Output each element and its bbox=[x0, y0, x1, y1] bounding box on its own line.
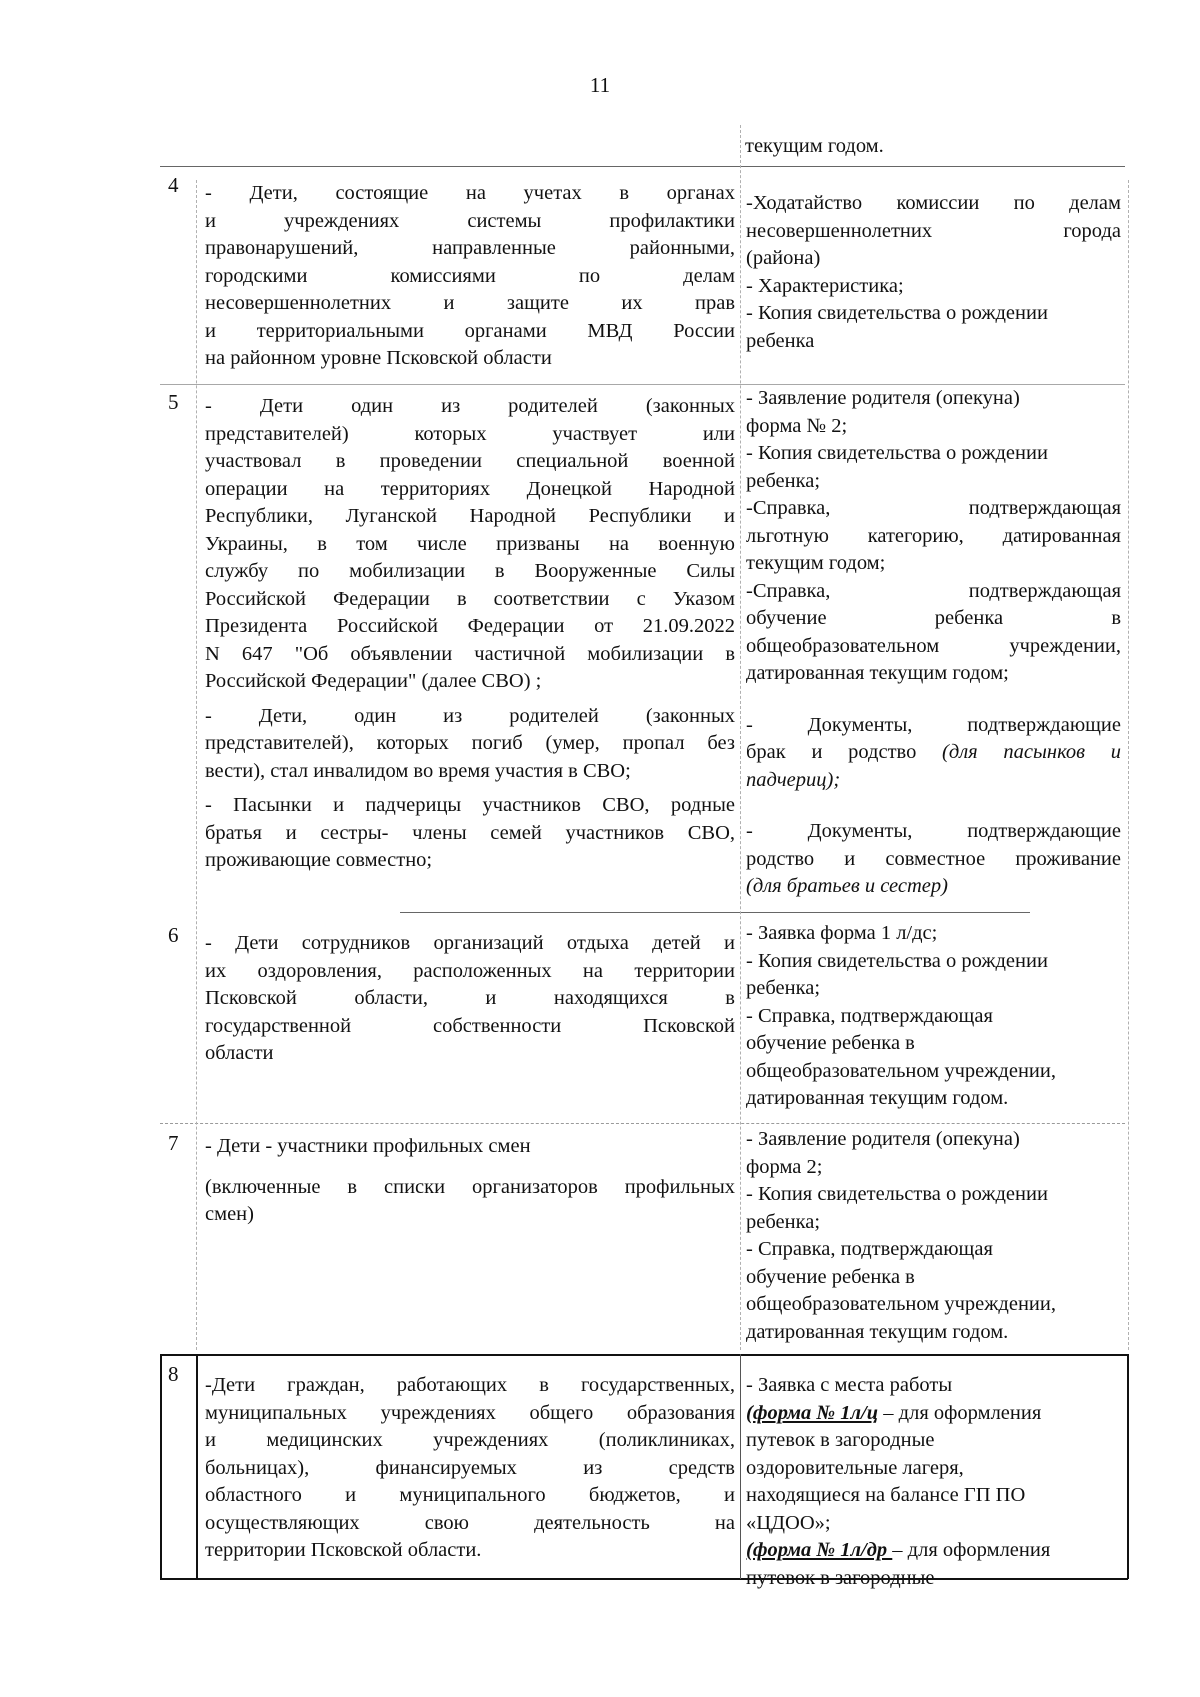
row8-border-right bbox=[1127, 1354, 1129, 1579]
text-line: родство и совместное проживание bbox=[746, 847, 1121, 870]
text-line: ребенка bbox=[746, 329, 815, 352]
continuation-cell bbox=[745, 133, 1125, 161]
category-cell bbox=[205, 1133, 735, 1229]
text-line: обучение ребенка в bbox=[746, 607, 1121, 629]
text-line: общеобразовательном учреждении, bbox=[746, 1059, 1057, 1082]
text-line: Президента Российской Федерации от 21.09.2022 bbox=[205, 615, 735, 637]
documents-cell bbox=[746, 385, 1121, 901]
text-span: – для оформления bbox=[878, 1401, 1042, 1424]
text-line: операции на территориях Донецкой Народной bbox=[205, 477, 735, 500]
text-line: датированная текущим годом. bbox=[746, 1320, 1009, 1343]
text-line: области bbox=[205, 1042, 274, 1064]
text-line: проживающие совместно; bbox=[205, 849, 433, 871]
text-line: службу по мобилизации в Вооруженные Силы bbox=[205, 560, 735, 582]
text-line: льготную категорию, датированная bbox=[746, 524, 1121, 547]
documents-cell bbox=[746, 920, 1121, 1113]
text-line: муниципальных учреждениях общего образования bbox=[205, 1401, 735, 1424]
documents-cell bbox=[746, 190, 1121, 355]
text-line: -Дети граждан, работающих в государственных, bbox=[205, 1374, 735, 1396]
text-line: общеобразовательном учреждении, bbox=[746, 1293, 1057, 1315]
category-cell bbox=[205, 1372, 735, 1565]
row-number: 6 bbox=[168, 923, 179, 947]
text-line: - Характеристика; bbox=[746, 274, 904, 297]
text-line: территории Псковской области. bbox=[205, 1539, 482, 1561]
text-line: обучение ребенка в bbox=[746, 1265, 915, 1288]
text-line: правонарушений, направленные районными, bbox=[205, 237, 735, 259]
row-number: 4 bbox=[168, 173, 179, 197]
text-line: - Документы, подтверждающие bbox=[746, 820, 1121, 842]
text-line: - Дети - участники профильных смен bbox=[205, 1135, 531, 1157]
column-line-middle bbox=[740, 125, 741, 1350]
category-cell bbox=[205, 930, 735, 1068]
page-number: 11 bbox=[589, 73, 611, 97]
text-line: участвовал в проведении специальной военной bbox=[205, 450, 735, 472]
text-line: - Заявление родителя (опекуна) bbox=[746, 1128, 1020, 1150]
category-cell bbox=[205, 180, 735, 373]
text-line: больницах), финансируемых из средств bbox=[205, 1456, 735, 1479]
text-line: общеобразовательном учреждении, bbox=[746, 634, 1121, 657]
text-line: - Пасынки и падчерицы участников СВО, родные bbox=[205, 794, 735, 816]
text-line: государственной собственности Псковской bbox=[205, 1014, 735, 1037]
text-line: - Копия свидетельства о рождении bbox=[746, 442, 1048, 464]
row8-border-left bbox=[160, 1354, 162, 1579]
text-line: путевок в загородные bbox=[746, 1566, 935, 1589]
text-line: несовершеннолетних и защите их прав bbox=[205, 292, 735, 314]
form-1l-c-link[interactable]: (форма № 1л/ц bbox=[746, 1401, 879, 1424]
text-line: смен) bbox=[205, 1203, 254, 1225]
text-line: Российской Федерации" (далее СВО) ; bbox=[205, 670, 542, 692]
text-line: - Копия свидетельства о рождении bbox=[746, 949, 1048, 972]
text-line: братья и сестры- члены семей участников СВО, bbox=[205, 821, 735, 844]
italic-note: падчериц); bbox=[746, 768, 841, 791]
row-number: 7 bbox=[168, 1131, 179, 1155]
text-line: - Справка, подтверждающая bbox=[746, 1004, 993, 1027]
text-line: путевок в загородные bbox=[746, 1429, 935, 1451]
text-line: осуществляющих свою деятельность на bbox=[205, 1511, 735, 1534]
text-line: Псковской области, и находящихся в bbox=[205, 987, 735, 1009]
text-line bbox=[746, 1537, 1121, 1565]
column-line-left bbox=[196, 180, 197, 1350]
text-line: на районном уровне Псковской области bbox=[205, 347, 552, 369]
text-line: - Заявление родителя (опекуна) bbox=[746, 387, 1020, 409]
text-span: брак и родство bbox=[746, 741, 917, 763]
text-line: вести), стал инвалидом во время участия в СВО; bbox=[205, 759, 631, 782]
text-line: форма 2; bbox=[746, 1155, 823, 1178]
text-line: Российской Федерации в соответствии с Указом bbox=[205, 587, 735, 610]
text-line: - Заявка с места работы bbox=[746, 1374, 953, 1396]
row8-border-middle bbox=[740, 1354, 741, 1579]
row8-border-num bbox=[196, 1354, 198, 1579]
text-line: -Справка, подтверждающая bbox=[746, 497, 1121, 519]
text-line: (района) bbox=[746, 247, 821, 269]
italic-note: (для братьев и сестер) bbox=[746, 875, 948, 897]
text-line: - Дети, один из родителей (законных bbox=[205, 704, 735, 727]
text-line: (включенные в списки организаторов профильных bbox=[205, 1175, 735, 1198]
text-line: находящиеся на балансе ГП ПО bbox=[746, 1484, 1026, 1506]
row-separator-top bbox=[160, 166, 1125, 167]
row-number: 5 bbox=[168, 390, 179, 414]
text-line: городскими комиссиями по делам bbox=[205, 264, 735, 287]
text-line: - Справка, подтверждающая bbox=[746, 1238, 993, 1260]
text-line: -Справка, подтверждающая bbox=[746, 579, 1121, 602]
row-separator-5-6 bbox=[400, 912, 1030, 913]
documents-cell bbox=[746, 1372, 1121, 1592]
italic-note: (для пасынков и bbox=[942, 741, 1121, 763]
text-line: -Ходатайство комиссии по делам bbox=[746, 192, 1121, 214]
row-number: 8 bbox=[168, 1362, 179, 1386]
text-line: и территориальными органами МВД России bbox=[205, 319, 735, 342]
text-line: их оздоровления, расположенных на территории bbox=[205, 959, 735, 982]
text-line: датированная текущим годом; bbox=[746, 662, 1009, 684]
text-line: представителей), которых погиб (умер, пропал без bbox=[205, 732, 735, 754]
text-line: и учреждениях системы профилактики bbox=[205, 209, 735, 232]
text-line: ребенка; bbox=[746, 469, 821, 492]
text-line: N 647 "Об объявлении частичной мобилизации в bbox=[205, 642, 735, 665]
text-line: областного и муниципального бюджетов, и bbox=[205, 1484, 735, 1506]
text-line: - Дети один из родителей (законных bbox=[205, 395, 735, 417]
text-line: «ЦДОО»; bbox=[746, 1511, 831, 1534]
row-separator-6-7 bbox=[160, 1123, 1125, 1124]
text-line: представителей) которых участвует или bbox=[205, 422, 735, 445]
continuation-text: текущим годом. bbox=[745, 135, 884, 157]
text-line: и медицинских учреждениях (поликлиниках, bbox=[205, 1429, 735, 1451]
text-line: оздоровительные лагеря, bbox=[746, 1456, 964, 1479]
text-line: ребенка; bbox=[746, 977, 821, 999]
category-cell bbox=[205, 393, 735, 875]
text-line: обучение ребенка в bbox=[746, 1032, 915, 1054]
text-line: - Заявка форма 1 л/дс; bbox=[746, 922, 938, 944]
text-line: - Документы, подтверждающие bbox=[746, 713, 1121, 736]
text-line: - Копия свидетельства о рождении bbox=[746, 1183, 1048, 1205]
text-line: форма № 2; bbox=[746, 414, 848, 437]
text-line: несовершеннолетних города bbox=[746, 219, 1121, 242]
text-line: датированная текущим годом. bbox=[746, 1087, 1009, 1109]
column-line-right bbox=[1128, 180, 1129, 1350]
text-line bbox=[746, 1400, 1121, 1428]
text-line: текущим годом; bbox=[746, 552, 886, 574]
text-line: - Копия свидетельства о рождении bbox=[746, 302, 1048, 324]
text-line: Республики, Луганской Народной Республики и bbox=[205, 505, 735, 527]
text-span: – для оформления bbox=[892, 1539, 1051, 1561]
text-line: - Дети сотрудников организаций отдыха детей и bbox=[205, 932, 735, 954]
text-line bbox=[746, 739, 1121, 767]
text-line: ребенка; bbox=[746, 1210, 821, 1233]
text-line: Украины, в том числе призваны на военную bbox=[205, 532, 735, 555]
documents-cell bbox=[746, 1126, 1121, 1346]
form-1l-dr-link[interactable]: (форма № 1л/др bbox=[746, 1539, 893, 1561]
row-separator-7-8 bbox=[160, 1354, 1128, 1356]
text-line: - Дети, состоящие на учетах в органах bbox=[205, 182, 735, 204]
